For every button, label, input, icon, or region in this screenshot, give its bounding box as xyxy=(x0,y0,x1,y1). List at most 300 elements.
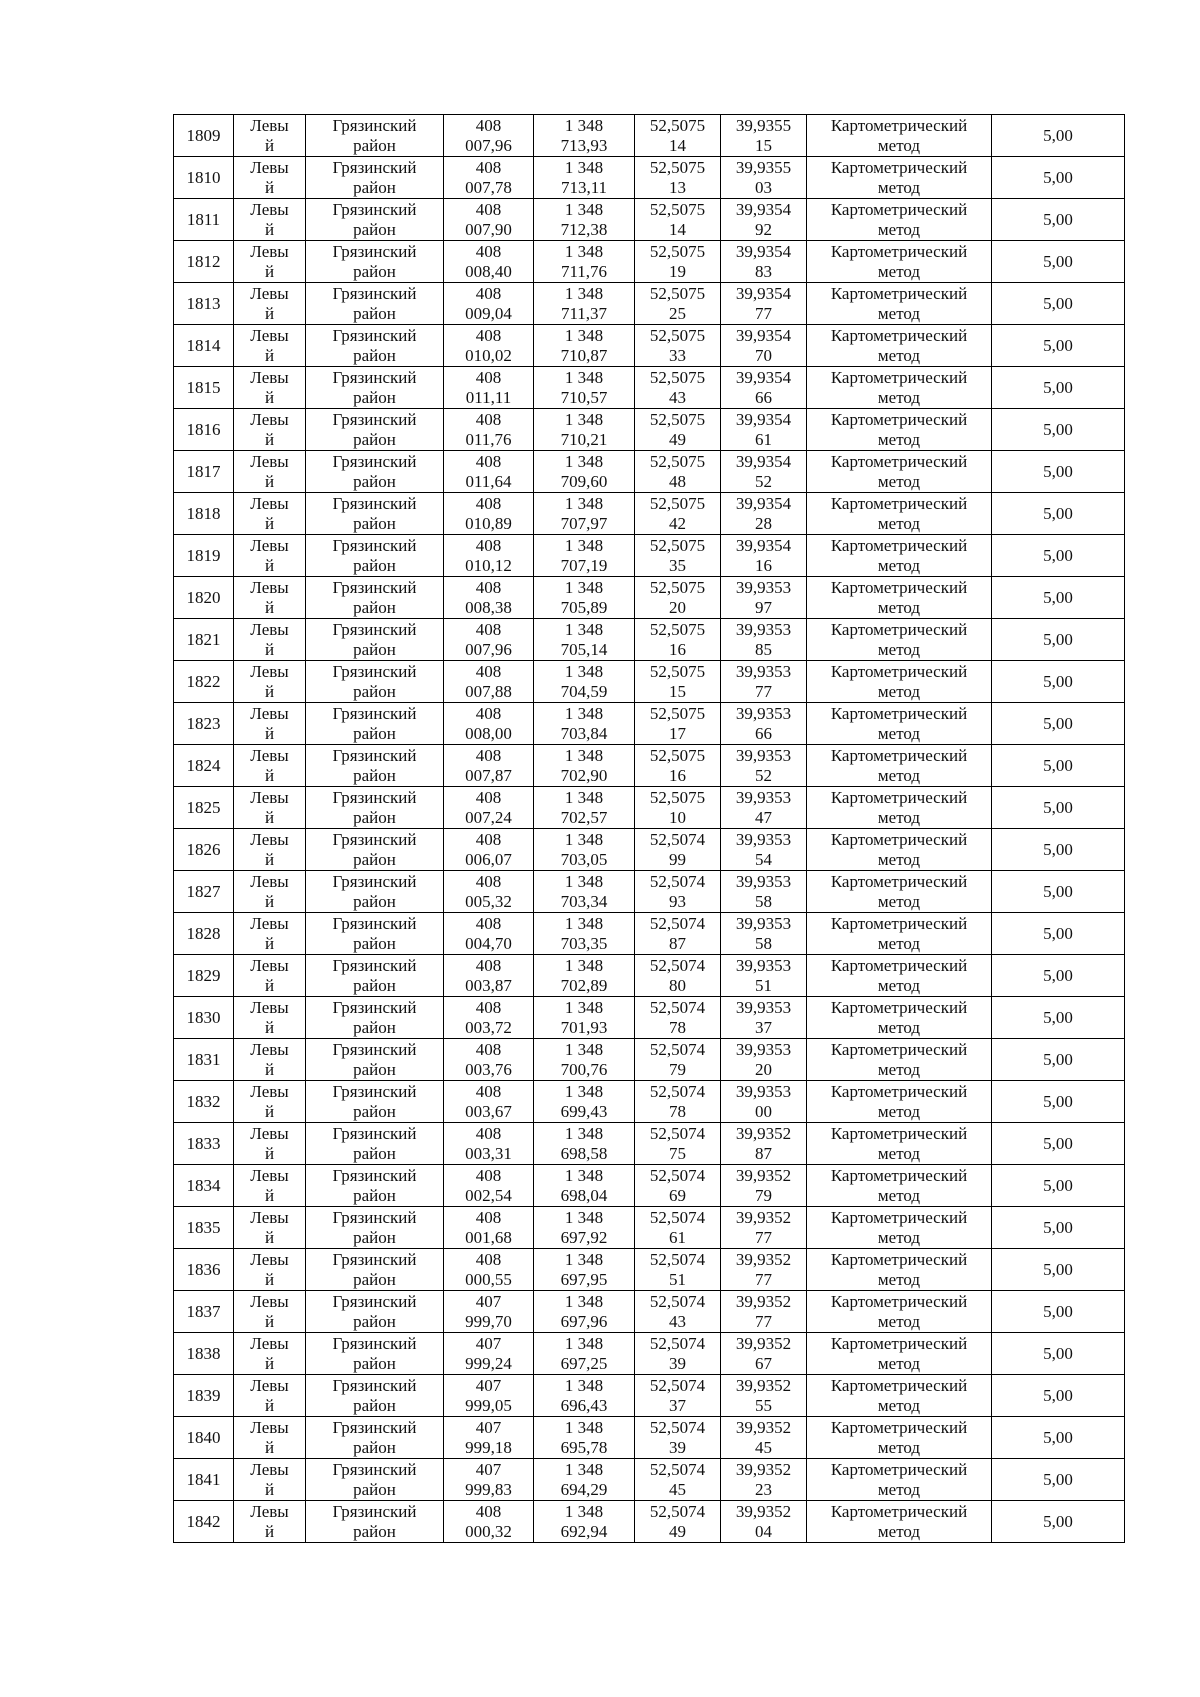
district-cell xyxy=(306,493,444,535)
method-cell xyxy=(807,535,992,577)
method-line: Картометрический xyxy=(830,703,968,723)
longitude-line: 39,9353 xyxy=(735,997,792,1017)
table-row xyxy=(174,661,1125,703)
latitude-line: 52,5074 xyxy=(649,1081,706,1101)
accuracy-cell: 5,00 xyxy=(992,787,1125,829)
latitude-line: 33 xyxy=(669,345,686,365)
coord-y-line: 710,57 xyxy=(560,387,608,407)
accuracy-cell: 5,00 xyxy=(992,1375,1125,1417)
accuracy-cell: 5,00 xyxy=(992,745,1125,787)
method-cell xyxy=(807,115,992,157)
coord-x-line: 003,72 xyxy=(465,1017,512,1037)
method-line: Картометрический xyxy=(830,157,968,177)
side-line: й xyxy=(264,345,275,365)
latitude-cell xyxy=(635,1207,721,1249)
latitude-line: 52,5074 xyxy=(649,913,706,933)
method-line: метод xyxy=(877,1269,921,1289)
table-row xyxy=(174,1039,1125,1081)
point-number-cell: 1831 xyxy=(174,1039,234,1081)
point-number-cell: 1826 xyxy=(174,829,234,871)
side-line: й xyxy=(264,1227,275,1247)
method-cell xyxy=(807,157,992,199)
longitude-line: 58 xyxy=(755,933,772,953)
district-cell xyxy=(306,157,444,199)
point-number-cell: 1818 xyxy=(174,493,234,535)
latitude-line: 52,5074 xyxy=(649,1459,706,1479)
method-line: метод xyxy=(877,1017,921,1037)
longitude-line: 39,9352 xyxy=(735,1501,792,1521)
method-cell xyxy=(807,199,992,241)
method-line: метод xyxy=(877,303,921,323)
district-line: Грязинский xyxy=(332,493,417,513)
coord-x-line: 408 xyxy=(475,1039,502,1059)
side-line: й xyxy=(264,1437,275,1457)
side-line: й xyxy=(264,639,275,659)
method-line: Картометрический xyxy=(830,1123,968,1143)
coord-x-cell xyxy=(444,745,534,787)
point-number-cell: 1821 xyxy=(174,619,234,661)
longitude-line: 47 xyxy=(755,807,772,827)
table-row xyxy=(174,703,1125,745)
coord-x-line: 408 xyxy=(475,199,502,219)
district-cell xyxy=(306,115,444,157)
latitude-line: 52,5074 xyxy=(649,1249,706,1269)
latitude-cell xyxy=(635,241,721,283)
longitude-cell xyxy=(721,1291,807,1333)
method-cell xyxy=(807,997,992,1039)
longitude-line: 20 xyxy=(755,1059,772,1079)
latitude-line: 52,5075 xyxy=(649,493,706,513)
longitude-line: 39,9353 xyxy=(735,829,792,849)
coord-y-cell xyxy=(534,1207,635,1249)
table-row xyxy=(174,325,1125,367)
coord-y-line: 713,11 xyxy=(560,177,608,197)
side-line: й xyxy=(264,387,275,407)
point-number-cell: 1832 xyxy=(174,1081,234,1123)
district-line: Грязинский xyxy=(332,829,417,849)
side-line: й xyxy=(264,135,275,155)
coord-y-line: 1 348 xyxy=(564,745,604,765)
coord-x-line: 004,70 xyxy=(465,933,512,953)
district-line: Грязинский xyxy=(332,1459,417,1479)
side-line: Левы xyxy=(250,451,289,471)
side-line: й xyxy=(264,597,275,617)
longitude-cell xyxy=(721,997,807,1039)
method-line: метод xyxy=(877,597,921,617)
point-number-cell: 1827 xyxy=(174,871,234,913)
method-line: Картометрический xyxy=(830,1291,968,1311)
accuracy-cell: 5,00 xyxy=(992,409,1125,451)
coord-x-line: 011,11 xyxy=(465,387,512,407)
coord-x-cell xyxy=(444,1081,534,1123)
coord-y-line: 1 348 xyxy=(564,1249,604,1269)
side-line: й xyxy=(264,1017,275,1037)
method-line: Картометрический xyxy=(830,325,968,345)
district-cell xyxy=(306,451,444,493)
coord-x-line: 408 xyxy=(475,955,502,975)
coord-x-line: 000,55 xyxy=(465,1269,512,1289)
coord-x-line: 010,02 xyxy=(465,345,512,365)
latitude-line: 14 xyxy=(669,135,686,155)
table-row xyxy=(174,409,1125,451)
coord-y-cell xyxy=(534,787,635,829)
district-line: район xyxy=(353,429,396,449)
method-line: метод xyxy=(877,513,921,533)
point-number-cell: 1824 xyxy=(174,745,234,787)
latitude-line: 39 xyxy=(669,1353,686,1373)
side-line: й xyxy=(264,261,275,281)
longitude-line: 39,9353 xyxy=(735,1039,792,1059)
point-number-cell: 1814 xyxy=(174,325,234,367)
side-cell xyxy=(234,199,306,241)
longitude-cell xyxy=(721,493,807,535)
district-line: район xyxy=(353,471,396,491)
district-line: Грязинский xyxy=(332,745,417,765)
coord-x-line: 999,24 xyxy=(465,1353,512,1373)
side-line: Левы xyxy=(250,661,289,681)
point-number-cell: 1829 xyxy=(174,955,234,997)
coord-x-line: 407 xyxy=(475,1459,502,1479)
coord-y-line: 1 348 xyxy=(564,1333,604,1353)
latitude-cell xyxy=(635,829,721,871)
coord-y-cell xyxy=(534,997,635,1039)
coord-y-line: 697,95 xyxy=(560,1269,608,1289)
coord-x-line: 009,04 xyxy=(465,303,512,323)
point-number-cell: 1833 xyxy=(174,1123,234,1165)
district-line: Грязинский xyxy=(332,661,417,681)
coord-x-cell xyxy=(444,1501,534,1543)
coord-x-line: 999,18 xyxy=(465,1437,512,1457)
district-line: район xyxy=(353,1521,396,1541)
latitude-line: 52,5074 xyxy=(649,955,706,975)
method-line: Картометрический xyxy=(830,367,968,387)
coord-y-line: 692,94 xyxy=(560,1521,608,1541)
coord-x-line: 408 xyxy=(475,241,502,261)
table-row xyxy=(174,745,1125,787)
latitude-line: 52,5075 xyxy=(649,367,706,387)
method-line: метод xyxy=(877,135,921,155)
coord-y-cell xyxy=(534,493,635,535)
longitude-line: 79 xyxy=(755,1185,772,1205)
coord-y-line: 1 348 xyxy=(564,1081,604,1101)
point-number-cell: 1819 xyxy=(174,535,234,577)
latitude-cell xyxy=(635,283,721,325)
point-number-cell: 1816 xyxy=(174,409,234,451)
longitude-line: 39,9353 xyxy=(735,913,792,933)
side-line: Левы xyxy=(250,1291,289,1311)
district-line: район xyxy=(353,849,396,869)
method-line: метод xyxy=(877,1143,921,1163)
side-line: Левы xyxy=(250,1039,289,1059)
method-line: Картометрический xyxy=(830,1207,968,1227)
district-line: район xyxy=(353,723,396,743)
side-cell xyxy=(234,1291,306,1333)
method-line: метод xyxy=(877,177,921,197)
method-line: метод xyxy=(877,1059,921,1079)
coord-y-line: 1 348 xyxy=(564,619,604,639)
method-line: Картометрический xyxy=(830,1249,968,1269)
longitude-cell xyxy=(721,1081,807,1123)
latitude-line: 43 xyxy=(669,1311,686,1331)
latitude-line: 51 xyxy=(669,1269,686,1289)
latitude-line: 52,5075 xyxy=(649,199,706,219)
method-line: метод xyxy=(877,1521,921,1541)
district-line: Грязинский xyxy=(332,283,417,303)
longitude-line: 39,9352 xyxy=(735,1249,792,1269)
point-number-cell: 1812 xyxy=(174,241,234,283)
method-cell xyxy=(807,409,992,451)
district-cell xyxy=(306,619,444,661)
coord-x-line: 408 xyxy=(475,451,502,471)
coord-x-line: 003,31 xyxy=(465,1143,512,1163)
district-cell xyxy=(306,1459,444,1501)
coord-y-cell xyxy=(534,955,635,997)
coord-x-cell xyxy=(444,325,534,367)
table-row xyxy=(174,1291,1125,1333)
accuracy-cell: 5,00 xyxy=(992,1333,1125,1375)
coord-x-line: 007,24 xyxy=(465,807,512,827)
latitude-line: 52,5074 xyxy=(649,1417,706,1437)
table-row xyxy=(174,1375,1125,1417)
coord-x-cell xyxy=(444,493,534,535)
accuracy-cell: 5,00 xyxy=(992,619,1125,661)
district-cell xyxy=(306,1417,444,1459)
side-cell xyxy=(234,325,306,367)
coord-x-line: 007,87 xyxy=(465,765,512,785)
district-line: район xyxy=(353,1143,396,1163)
district-line: Грязинский xyxy=(332,1333,417,1353)
point-number-cell: 1823 xyxy=(174,703,234,745)
point-number-cell: 1839 xyxy=(174,1375,234,1417)
latitude-cell xyxy=(635,1039,721,1081)
latitude-line: 52,5074 xyxy=(649,1501,706,1521)
point-number-cell: 1838 xyxy=(174,1333,234,1375)
coord-x-cell xyxy=(444,619,534,661)
table-row xyxy=(174,787,1125,829)
accuracy-cell: 5,00 xyxy=(992,199,1125,241)
point-number-cell: 1811 xyxy=(174,199,234,241)
coord-x-line: 408 xyxy=(475,787,502,807)
longitude-cell xyxy=(721,1375,807,1417)
side-line: й xyxy=(264,1143,275,1163)
coord-x-cell xyxy=(444,1207,534,1249)
coord-y-line: 1 348 xyxy=(564,115,604,135)
method-line: Картометрический xyxy=(830,115,968,135)
longitude-line: 77 xyxy=(755,1227,772,1247)
longitude-line: 00 xyxy=(755,1101,772,1121)
coord-y-line: 710,21 xyxy=(560,429,608,449)
district-line: Грязинский xyxy=(332,913,417,933)
point-number-cell: 1815 xyxy=(174,367,234,409)
district-line: район xyxy=(353,555,396,575)
side-line: й xyxy=(264,1395,275,1415)
method-line: метод xyxy=(877,1353,921,1373)
side-cell xyxy=(234,997,306,1039)
coord-y-line: 704,59 xyxy=(560,681,608,701)
district-line: Грязинский xyxy=(332,1375,417,1395)
point-number-cell: 1842 xyxy=(174,1501,234,1543)
coord-x-cell xyxy=(444,535,534,577)
coord-y-line: 1 348 xyxy=(564,955,604,975)
latitude-line: 52,5074 xyxy=(649,1207,706,1227)
point-number-cell: 1840 xyxy=(174,1417,234,1459)
longitude-cell xyxy=(721,325,807,367)
district-line: район xyxy=(353,1311,396,1331)
side-line: Левы xyxy=(250,409,289,429)
method-line: Картометрический xyxy=(830,577,968,597)
coord-y-cell xyxy=(534,829,635,871)
latitude-line: 39 xyxy=(669,1437,686,1457)
coord-y-cell xyxy=(534,1123,635,1165)
coord-y-line: 695,78 xyxy=(560,1437,608,1457)
coord-y-line: 697,25 xyxy=(560,1353,608,1373)
coord-y-line: 1 348 xyxy=(564,913,604,933)
coord-y-cell xyxy=(534,1459,635,1501)
side-line: й xyxy=(264,891,275,911)
accuracy-cell: 5,00 xyxy=(992,1501,1125,1543)
coord-y-cell xyxy=(534,1039,635,1081)
accuracy-cell: 5,00 xyxy=(992,913,1125,955)
latitude-cell xyxy=(635,1123,721,1165)
coord-y-cell xyxy=(534,241,635,283)
latitude-line: 52,5074 xyxy=(649,1165,706,1185)
method-line: метод xyxy=(877,1311,921,1331)
side-cell xyxy=(234,577,306,619)
side-line: Левы xyxy=(250,367,289,387)
method-line: метод xyxy=(877,765,921,785)
coord-y-line: 1 348 xyxy=(564,661,604,681)
side-cell xyxy=(234,661,306,703)
point-number-cell: 1813 xyxy=(174,283,234,325)
accuracy-cell: 5,00 xyxy=(992,661,1125,703)
method-cell xyxy=(807,1081,992,1123)
method-line: Картометрический xyxy=(830,997,968,1017)
latitude-line: 52,5074 xyxy=(649,871,706,891)
longitude-line: 39,9354 xyxy=(735,451,792,471)
latitude-line: 20 xyxy=(669,597,686,617)
side-line: й xyxy=(264,1185,275,1205)
longitude-line: 66 xyxy=(755,387,772,407)
method-cell xyxy=(807,1417,992,1459)
longitude-cell xyxy=(721,787,807,829)
latitude-cell xyxy=(635,115,721,157)
coord-x-line: 408 xyxy=(475,829,502,849)
coord-x-line: 408 xyxy=(475,703,502,723)
district-line: Грязинский xyxy=(332,241,417,261)
coord-y-line: 701,93 xyxy=(560,1017,608,1037)
side-cell xyxy=(234,241,306,283)
coord-x-line: 002,54 xyxy=(465,1185,512,1205)
longitude-cell xyxy=(721,661,807,703)
coord-x-line: 408 xyxy=(475,997,502,1017)
latitude-cell xyxy=(635,913,721,955)
coord-x-line: 408 xyxy=(475,283,502,303)
district-cell xyxy=(306,1207,444,1249)
method-line: метод xyxy=(877,723,921,743)
longitude-line: 39,9353 xyxy=(735,787,792,807)
longitude-line: 39,9353 xyxy=(735,871,792,891)
side-cell xyxy=(234,535,306,577)
coord-y-line: 702,90 xyxy=(560,765,608,785)
longitude-cell xyxy=(721,1207,807,1249)
coord-y-cell xyxy=(534,199,635,241)
coord-y-cell xyxy=(534,871,635,913)
longitude-cell xyxy=(721,1165,807,1207)
coord-x-line: 407 xyxy=(475,1375,502,1395)
district-line: район xyxy=(353,261,396,281)
longitude-line: 77 xyxy=(755,1269,772,1289)
coord-y-cell xyxy=(534,1417,635,1459)
table-row xyxy=(174,577,1125,619)
coord-x-line: 407 xyxy=(475,1333,502,1353)
longitude-line: 37 xyxy=(755,1017,772,1037)
coord-x-cell xyxy=(444,367,534,409)
method-line: Картометрический xyxy=(830,409,968,429)
coord-y-line: 1 348 xyxy=(564,409,604,429)
table-row xyxy=(174,913,1125,955)
longitude-line: 83 xyxy=(755,261,772,281)
side-line: Левы xyxy=(250,829,289,849)
district-line: Грязинский xyxy=(332,1501,417,1521)
coord-x-line: 007,96 xyxy=(465,135,512,155)
district-line: район xyxy=(353,1185,396,1205)
longitude-line: 39,9354 xyxy=(735,493,792,513)
latitude-line: 19 xyxy=(669,261,686,281)
method-cell xyxy=(807,367,992,409)
latitude-line: 49 xyxy=(669,1521,686,1541)
method-cell xyxy=(807,1123,992,1165)
district-line: Грязинский xyxy=(332,157,417,177)
latitude-cell xyxy=(635,703,721,745)
side-line: й xyxy=(264,177,275,197)
coord-x-line: 008,38 xyxy=(465,597,512,617)
coord-x-line: 007,96 xyxy=(465,639,512,659)
point-number-cell: 1820 xyxy=(174,577,234,619)
table-row xyxy=(174,997,1125,1039)
method-line: метод xyxy=(877,1437,921,1457)
longitude-cell xyxy=(721,829,807,871)
coord-y-cell xyxy=(534,619,635,661)
side-line: й xyxy=(264,1479,275,1499)
coord-y-cell xyxy=(534,1333,635,1375)
coord-y-line: 1 348 xyxy=(564,1375,604,1395)
method-cell xyxy=(807,283,992,325)
method-cell xyxy=(807,745,992,787)
latitude-line: 35 xyxy=(669,555,686,575)
latitude-line: 52,5074 xyxy=(649,829,706,849)
latitude-cell xyxy=(635,1417,721,1459)
coord-y-line: 1 348 xyxy=(564,325,604,345)
longitude-line: 39,9352 xyxy=(735,1165,792,1185)
district-line: район xyxy=(353,1479,396,1499)
longitude-cell xyxy=(721,745,807,787)
district-line: район xyxy=(353,639,396,659)
latitude-line: 75 xyxy=(669,1143,686,1163)
side-line: Левы xyxy=(250,955,289,975)
coord-x-cell xyxy=(444,829,534,871)
coord-x-line: 999,83 xyxy=(465,1479,512,1499)
coord-x-cell xyxy=(444,787,534,829)
side-line: Левы xyxy=(250,703,289,723)
district-cell xyxy=(306,997,444,1039)
method-line: метод xyxy=(877,639,921,659)
coord-y-line: 1 348 xyxy=(564,367,604,387)
longitude-cell xyxy=(721,619,807,661)
coord-y-cell xyxy=(534,745,635,787)
latitude-line: 52,5075 xyxy=(649,577,706,597)
method-line: Картометрический xyxy=(830,1417,968,1437)
district-line: Грязинский xyxy=(332,535,417,555)
